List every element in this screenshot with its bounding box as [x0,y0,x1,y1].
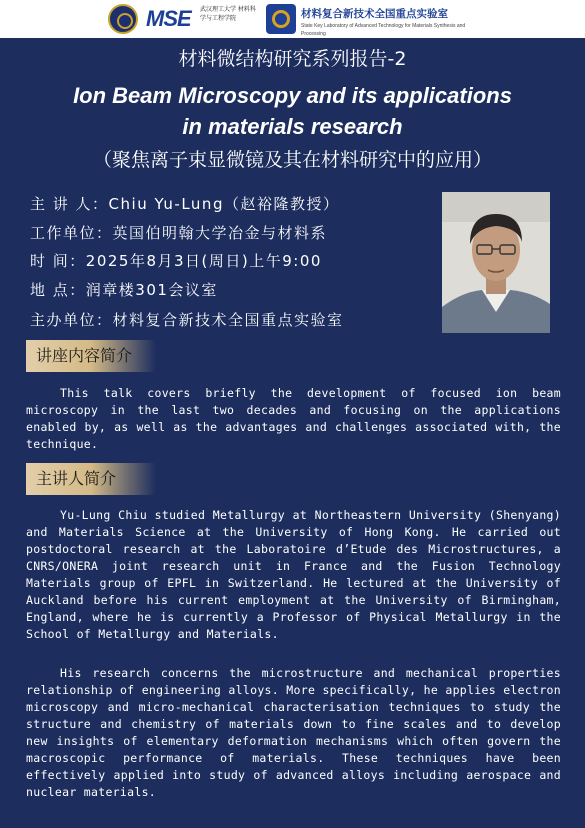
lab-name: 材料复合新技术全国重点实验室 [301,8,448,20]
mse-logo: MSE [146,6,191,31]
english-title-line2: in materials research [182,114,403,139]
bio-section-label: 主讲人简介 [26,463,156,495]
host-key: 主办单位： [30,311,113,329]
host-value: 材料复合新技术全国重点实验室 [112,311,344,329]
abstract-text: This talk covers briefly the development of focused ion beam microscopy in the last two decades and focusing on the applications enabled by, as well as the advantages and challenges associated with, the technique. [26,386,561,451]
unit-value: 英国伯明翰大学冶金与材料系 [112,224,328,242]
university-seal-icon [108,4,138,34]
time-key: 时 间： [30,252,86,270]
bio-paragraph-2: His research concerns the microstructure and mechanical properties relationship of engineering alloys. More specifically, he applies electron microscopy and micro-mechanical characterisation techniques to study the structure and chemistry of materials down to fine scales and to develop new insights of elementary deformation mechanisms which often govern the macroscopic performance of materials. These techniques have been effectively applied into study of advanced alloys including aerospace and nuclear materials. [26,666,561,799]
abstract-section-label: 讲座内容简介 [26,340,156,372]
series-title: 材料微结构研究系列报告-2 [178,48,407,70]
place-value: 润章楼301会议室 [85,281,218,299]
speaker-value: Chiu Yu-Lung（赵裕隆教授） [108,195,340,213]
lab-subtitle: State Key Laboratory of Advanced Technology for Materials Synthesis and Processing [301,23,466,37]
chinese-title: （聚焦离子束显微镜及其在材料研究中的应用） [92,149,492,171]
place-row [30,280,218,300]
bio-paragraph-1: Yu-Lung Chiu studied Metallurgy at Northeastern University (Shenyang) and Materials Science at the University of Hong Kong. He carried out postdoctoral research at the Laboratoire d’Etude des Microstructures, a CNRS/ONERA joint research unit in France and the Fusion Technology Materials group of EPFL in Switzerland. He lectured at the University of Auckland before his current employment at the University of Birmingham, England, where he is currently a Professor of Physical Metallurgy in the School of Metallurgy and Materials. [26,508,561,641]
speaker-photo [442,192,550,333]
speaker-row [30,194,339,214]
university-name: 武汉理工大学 材料科学与工程学院 [200,6,256,22]
header-bar [0,0,585,38]
poster-body [0,38,585,828]
time-row [30,251,322,271]
unit-row [30,223,327,243]
unit-key: 工作单位： [30,224,113,242]
time-value: 2025年8月3日(周日)上午9:00 [85,252,322,270]
english-title-line1: Ion Beam Microscopy and its applications [73,83,512,108]
place-key: 地 点： [30,281,86,299]
speaker-key: 主 讲 人： [30,195,109,213]
lab-logo-icon [266,4,296,34]
host-row [30,310,344,330]
